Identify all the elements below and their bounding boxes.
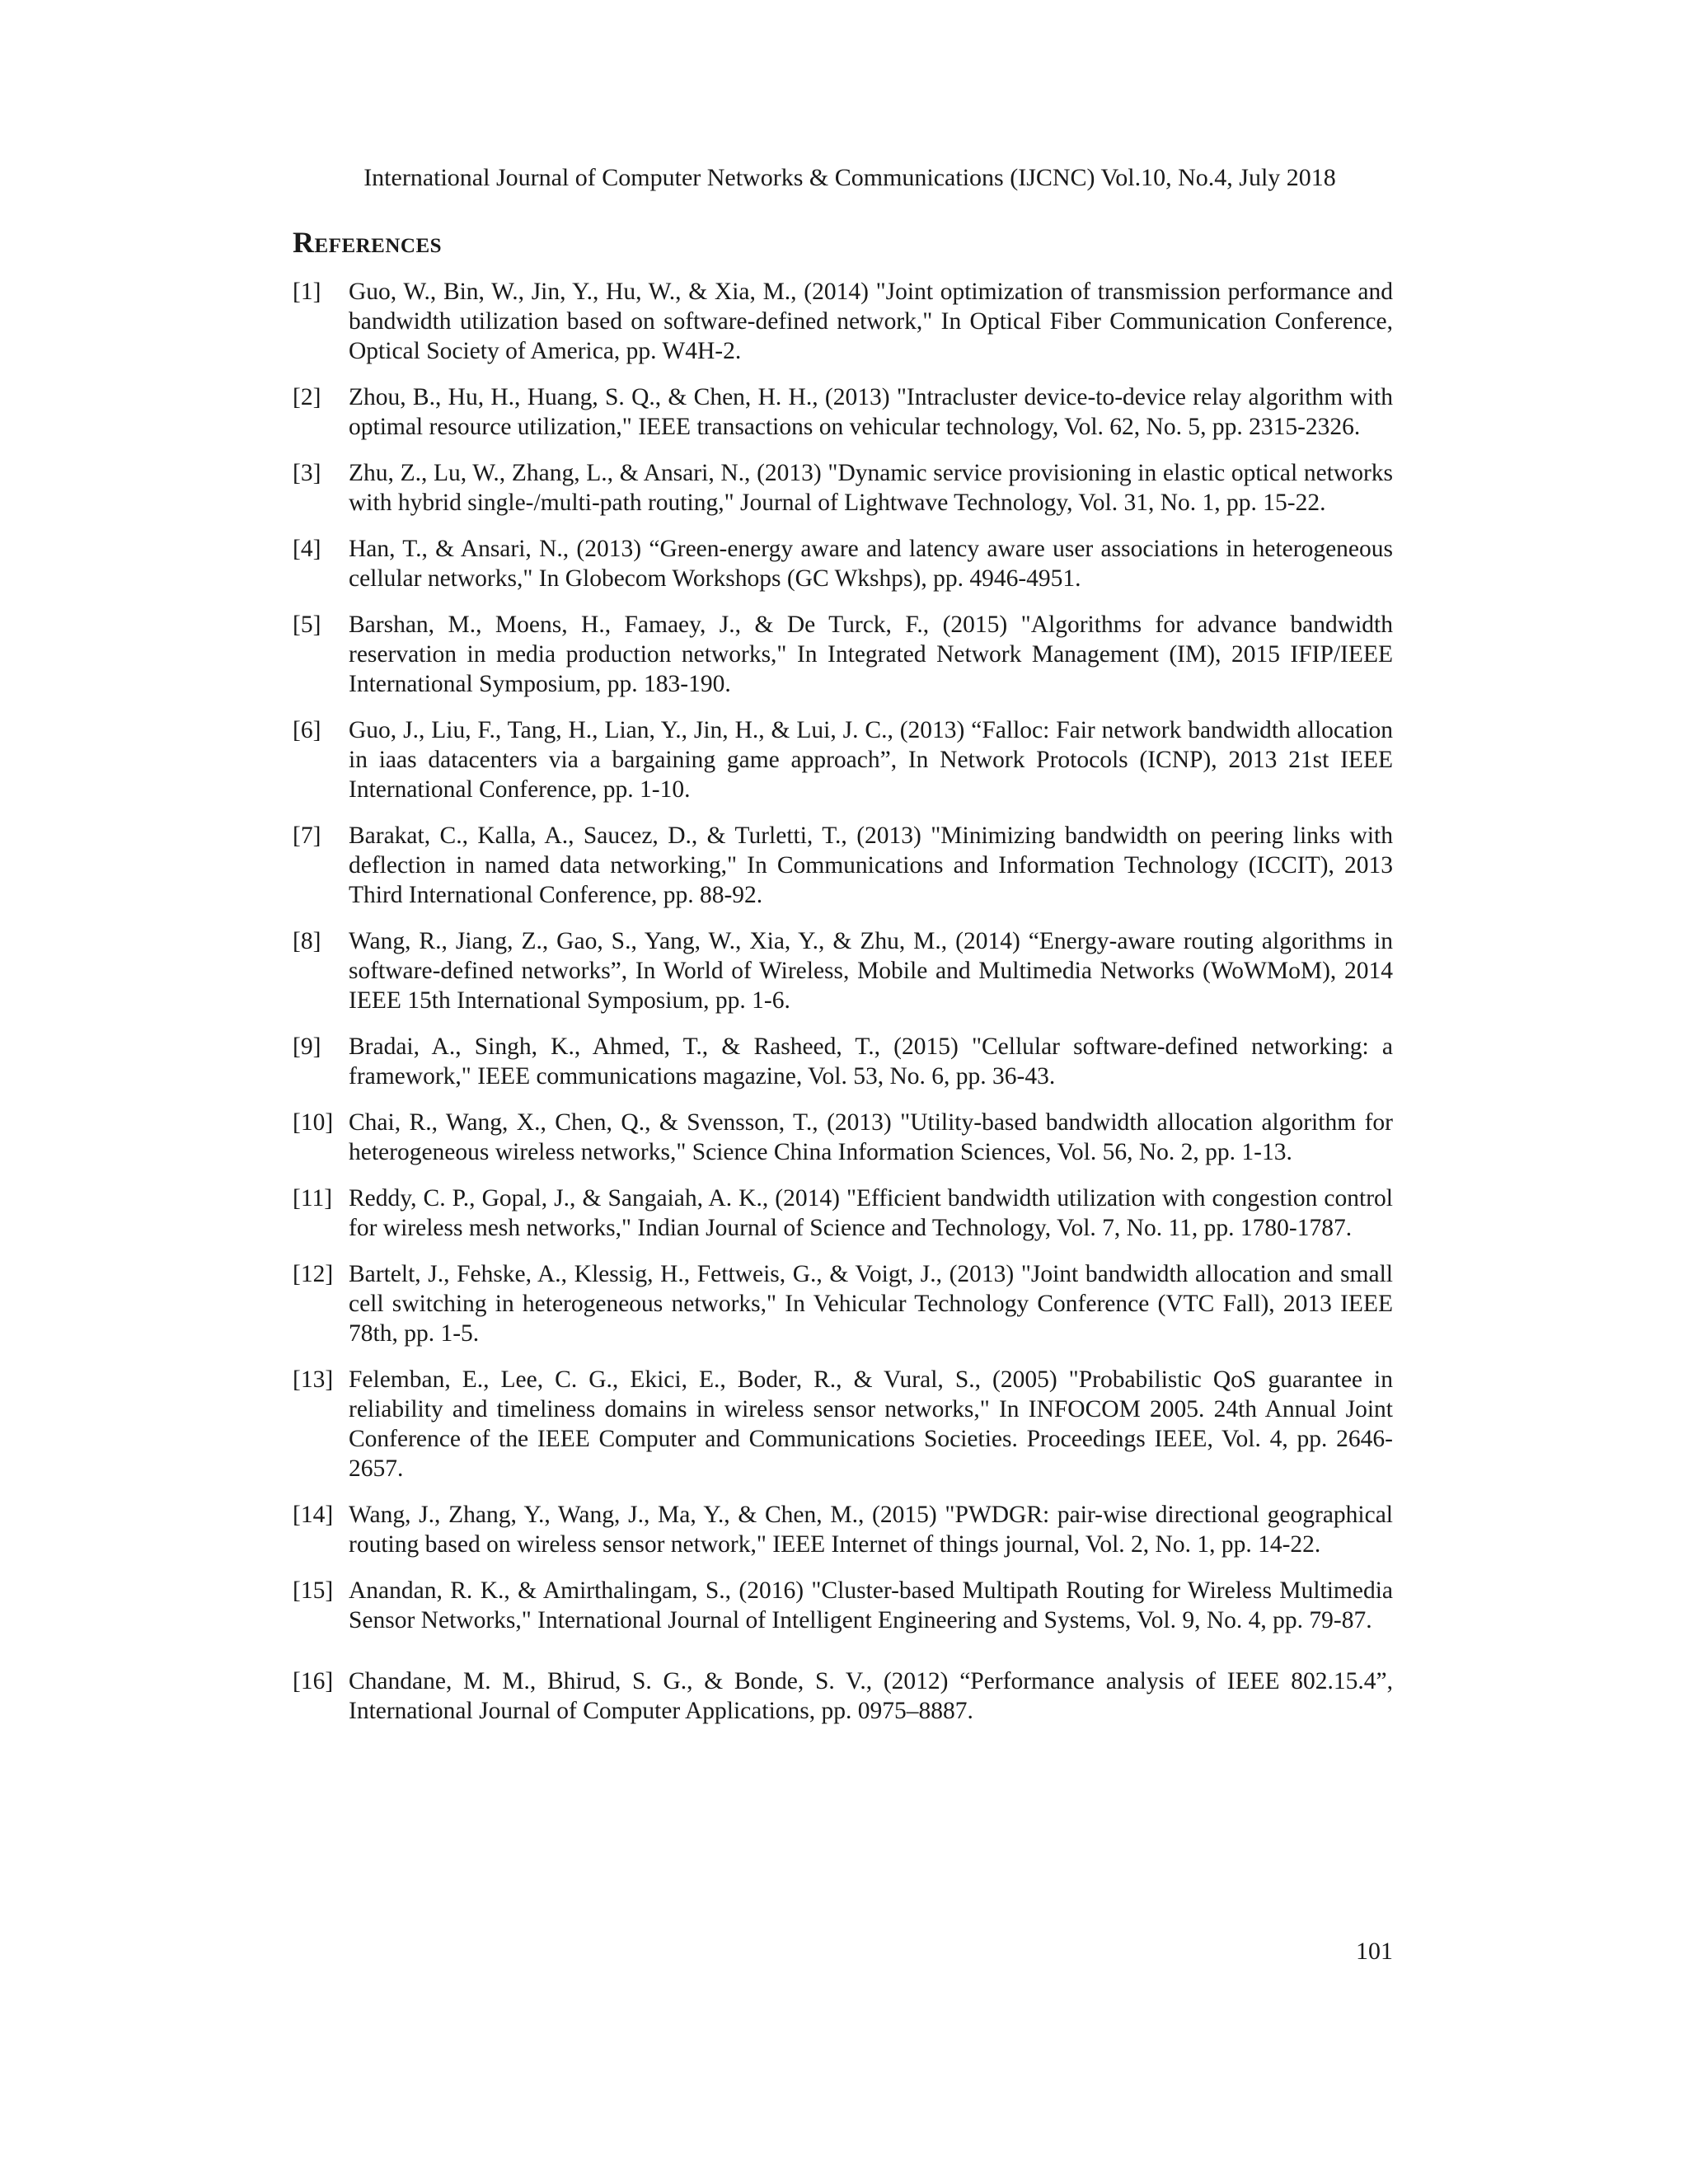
reference-item xyxy=(293,926,1393,1015)
reference-text: Chandane, M. M., Bhirud, S. G., & Bonde, S. V., (2012) “Performance analysis of IEEE 802.15.4”, International Journal of Computer Applications, pp. 0975–8887. xyxy=(349,1668,1393,1724)
reference-number: [2] xyxy=(293,384,321,410)
reference-text: Reddy, C. P., Gopal, J., & Sangaiah, A. K., (2014) "Efficient bandwidth utilization with congestion control for wireless mesh networks," Indian Journal of Science and Technology, Vol. 7, No. 11, pp. 1780-1787. xyxy=(349,1185,1393,1241)
reference-item xyxy=(293,610,1393,699)
reference-text: Zhu, Z., Lu, W., Zhang, L., & Ansari, N., (2013) "Dynamic service provisioning in elastic optical networks with hybrid single-/multi-path routing," Journal of Lightwave Technology, Vol. 31, No. 1, pp. 15-22. xyxy=(349,460,1393,516)
running-head: International Journal of Computer Networks & Communications (IJCNC) Vol.10, No.4, July 2018 xyxy=(363,164,1336,191)
reference-item xyxy=(293,1576,1393,1635)
reference-item xyxy=(293,1666,1393,1726)
reference-number: [11] xyxy=(293,1185,333,1212)
reference-text: Guo, J., Liu, F., Tang, H., Lian, Y., Jin, H., & Lui, J. C., (2013) “Falloc: Fair network bandwidth allocation in iaas datacenters via a bargaining game approach”, In Network Protocols (ICNP), 2013 21st IEEE International Conference, pp. 1-10. xyxy=(349,717,1393,803)
reference-text: Guo, W., Bin, W., Jin, Y., Hu, W., & Xia, M., (2014) "Joint optimization of transmission performance and bandwidth utilization based on software-defined network," In Optical Fiber Communication Conference, Optical Society of America, pp. W4H-2. xyxy=(349,279,1393,364)
reference-number: [3] xyxy=(293,460,321,486)
reference-number: [6] xyxy=(293,717,321,743)
reference-text: Barakat, C., Kalla, A., Saucez, D., & Turletti, T., (2013) "Minimizing bandwidth on peering links with deflection in named data networking," In Communications and Information Technology (ICCIT), 2013 Third International Conference, pp. 88-92. xyxy=(349,823,1393,908)
reference-text: Anandan, R. K., & Amirthalingam, S., (2016) "Cluster-based Multipath Routing for Wireless Multimedia Sensor Networks," International Journal of Intelligent Engineering and Systems, Vol. 9, No. 4, pp. 79-87. xyxy=(349,1577,1393,1633)
reference-number: [12] xyxy=(293,1261,334,1287)
reference-text: Han, T., & Ansari, N., (2013) “Green-energy aware and latency aware user associations in heterogeneous cellular networks," In Globecom Workshops (GC Wkshps), pp. 4946-4951. xyxy=(349,536,1393,592)
reference-number: [5] xyxy=(293,612,321,638)
reference-item xyxy=(293,458,1393,518)
reference-item xyxy=(293,277,1393,366)
reference-number: [13] xyxy=(293,1366,334,1393)
reference-text: Wang, R., Jiang, Z., Gao, S., Yang, W., Xia, Y., & Zhu, M., (2014) “Energy-aware routing algorithms in software-defined networks”, In World of Wireless, Mobile and Multimedia Networks (WoWMoM), 2014 IEEE 15th International Symposium, pp. 1-6. xyxy=(349,928,1393,1014)
section-heading: References xyxy=(293,226,443,259)
reference-list xyxy=(293,277,1393,1742)
reference-text: Wang, J., Zhang, Y., Wang, J., Ma, Y., & Chen, M., (2015) "PWDGR: pair-wise directional geographical routing based on wireless sensor network," IEEE Internet of things journal, Vol. 2, No. 1, pp. 14-22. xyxy=(349,1502,1393,1558)
reference-item xyxy=(293,1259,1393,1348)
reference-number: [4] xyxy=(293,536,321,562)
reference-item xyxy=(293,821,1393,910)
reference-item xyxy=(293,382,1393,442)
reference-item xyxy=(293,1108,1393,1167)
reference-text: Felemban, E., Lee, C. G., Ekici, E., Boder, R., & Vural, S., (2005) "Probabilistic QoS guarantee in reliability and timeliness domains in wireless sensor networks," In INFOCOM 2005. 24th Annual Joint Conference of the IEEE Computer and Communications Societies. Proceedings IEEE, Vol. 4, pp. 2646-2657. xyxy=(349,1366,1393,1482)
reference-number: [9] xyxy=(293,1033,321,1060)
reference-number: [1] xyxy=(293,279,321,305)
reference-item xyxy=(293,534,1393,593)
reference-item xyxy=(293,715,1393,804)
reference-text: Zhou, B., Hu, H., Huang, S. Q., & Chen, H. H., (2013) "Intracluster device-to-device relay algorithm with optimal resource utilization," IEEE transactions on vehicular technology, Vol. 62, No. 5, pp. 2315-2326. xyxy=(349,384,1393,440)
reference-item xyxy=(293,1183,1393,1243)
reference-item xyxy=(293,1032,1393,1091)
reference-text: Barshan, M., Moens, H., Famaey, J., & De Turck, F., (2015) "Algorithms for advance bandwidth reservation in media production networks," In Integrated Network Management (IM), 2015 IFIP/IEEE International Symposium, pp. 183-190. xyxy=(349,612,1393,697)
page-number: 101 xyxy=(1356,1938,1393,1965)
reference-number: [14] xyxy=(293,1502,334,1528)
reference-item xyxy=(293,1365,1393,1483)
reference-number: [8] xyxy=(293,928,321,954)
reference-text: Chai, R., Wang, X., Chen, Q., & Svensson, T., (2013) "Utility-based bandwidth allocation algorithm for heterogeneous wireless networks," Science China Information Sciences, Vol. 56, No. 2, pp. 1-13. xyxy=(349,1109,1393,1165)
reference-number: [15] xyxy=(293,1577,334,1604)
reference-number: [16] xyxy=(293,1668,334,1694)
reference-number: [7] xyxy=(293,823,321,849)
reference-text: Bradai, A., Singh, K., Ahmed, T., & Rasheed, T., (2015) "Cellular software-defined networking: a framework," IEEE communications magazine, Vol. 53, No. 6, pp. 36-43. xyxy=(349,1033,1393,1090)
reference-text: Bartelt, J., Fehske, A., Klessig, H., Fettweis, G., & Voigt, J., (2013) "Joint bandwidth allocation and small cell switching in heterogeneous networks," In Vehicular Technology Conference (VTC Fall), 2013 IEEE 78th, pp. 1-5. xyxy=(349,1261,1393,1347)
reference-number: [10] xyxy=(293,1109,334,1136)
reference-item xyxy=(293,1500,1393,1559)
